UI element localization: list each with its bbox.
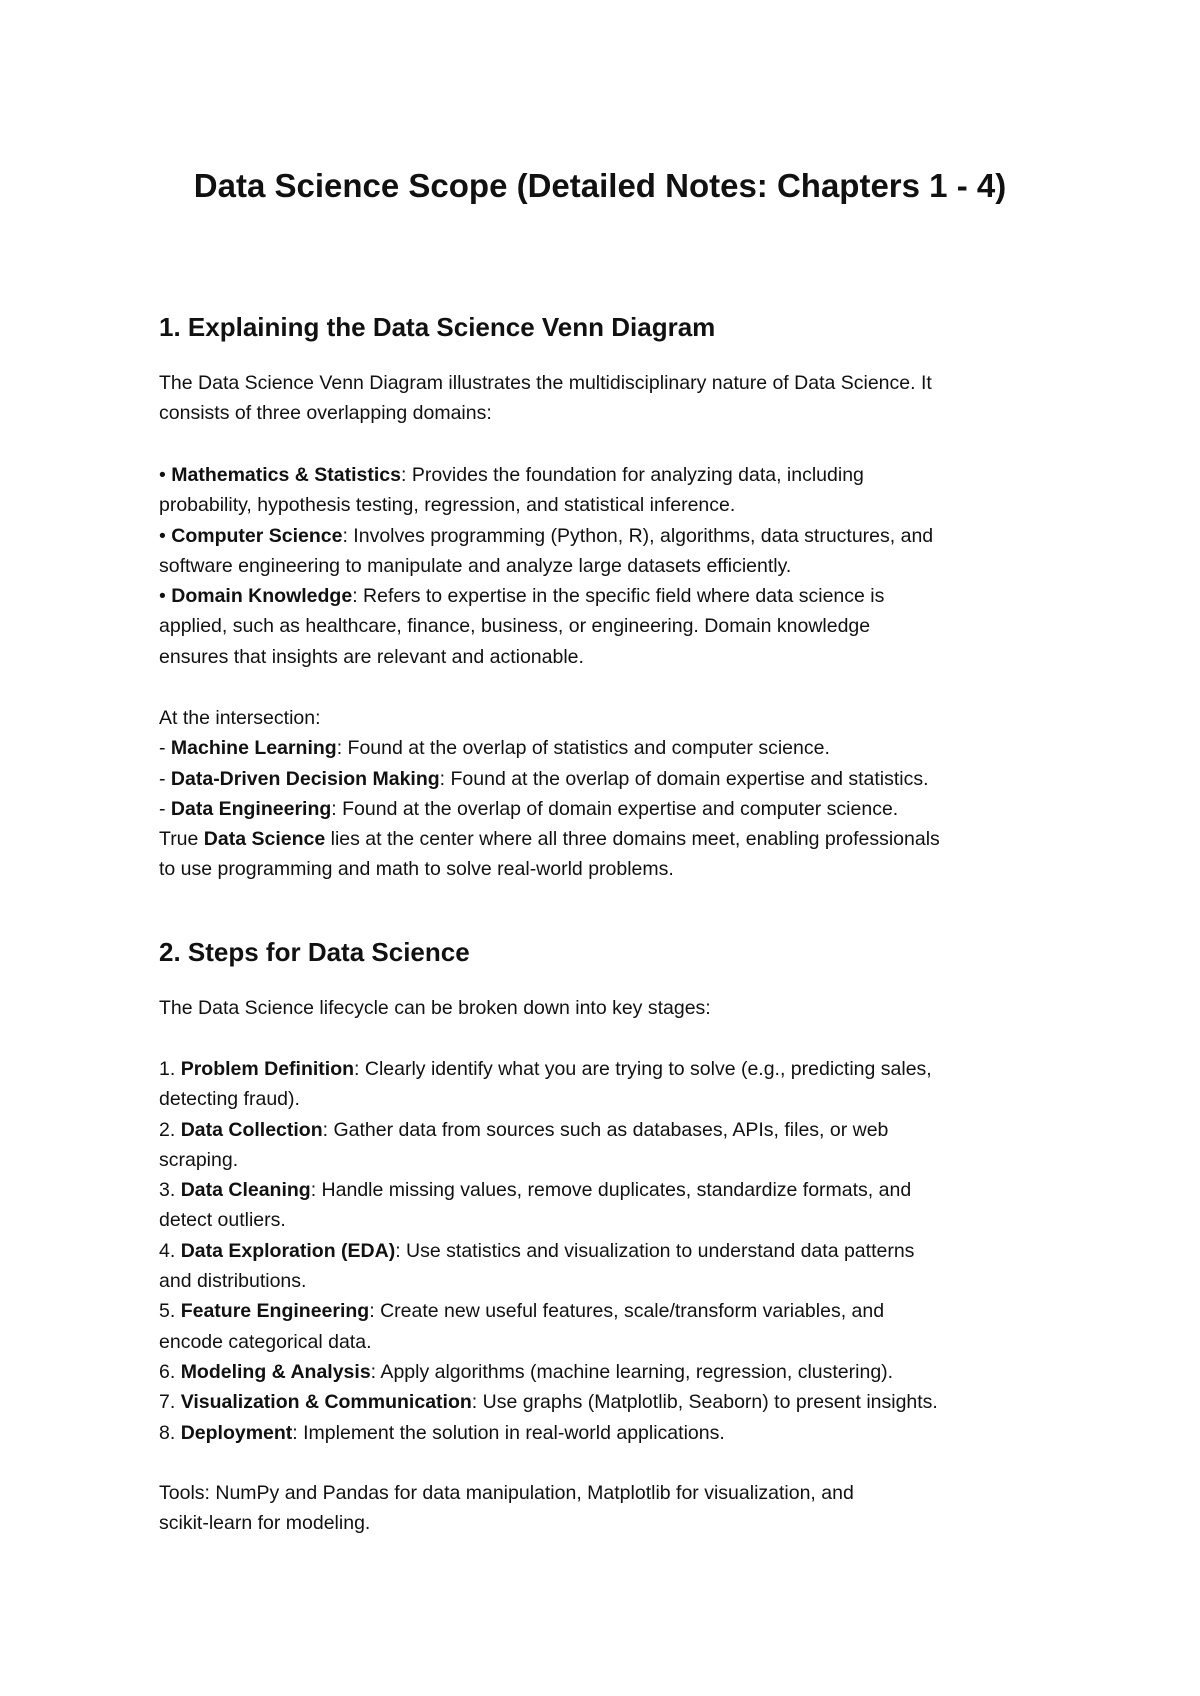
step-term: Data Exploration (EDA) — [180, 1239, 396, 1262]
dash: - — [159, 767, 171, 790]
domain-text: : Provides the foundation for analyzing data, including — [401, 464, 864, 486]
tools-line: Tools: NumPy and Pandas for data manipulation, Matplotlib for visualization, and — [159, 1482, 854, 1504]
bullet: • — [159, 524, 172, 547]
step-text: : Use statistics and visualization to understand data patterns — [395, 1239, 915, 1262]
intersection-item-data-engineering — [159, 794, 1059, 824]
step-number: 2. — [159, 1118, 181, 1141]
step-number: 7. — [159, 1391, 181, 1414]
closing-term: Data Science — [203, 828, 326, 851]
intro-line: The Data Science Venn Diagram illustrates the multidisciplinary nature of Data Science. It — [159, 372, 932, 394]
intersection-text: : Found at the overlap of domain expertise and statistics. — [439, 767, 929, 790]
intersection-text: : Found at the overlap of statistics and computer science. — [336, 737, 830, 760]
intersection-term: Data Engineering — [170, 797, 332, 820]
section-2-heading: 2. Steps for Data Science — [159, 937, 470, 967]
bullet: • — [159, 464, 172, 486]
intro-line: The Data Science lifecycle can be broken down into key stages: — [159, 997, 711, 1019]
domain-item-math-stats — [159, 460, 1059, 490]
step-text: : Use graphs (Matplotlib, Seaborn) to present insights. — [471, 1391, 938, 1414]
step-number: 5. — [159, 1300, 181, 1323]
step-term: Data Collection — [180, 1118, 323, 1141]
step-item — [159, 1357, 1059, 1387]
intro-line: consists of three overlapping domains: — [159, 402, 492, 425]
section-2-intro — [159, 993, 1059, 1023]
step-number: 1. — [159, 1058, 181, 1080]
domain-text-continued: software engineering to manipulate and analyze large datasets efficiently. — [159, 554, 792, 577]
step-number: 3. — [159, 1179, 181, 1202]
step-item — [159, 1236, 1059, 1266]
dash: - — [159, 797, 171, 820]
step-term: Data Cleaning — [180, 1179, 311, 1202]
step-item — [159, 1115, 1059, 1145]
step-number: 8. — [159, 1421, 181, 1444]
step-text-continued: encode categorical data. — [159, 1330, 372, 1353]
step-text: : Gather data from sources such as databases, APIs, files, or web — [322, 1118, 889, 1141]
step-number: 6. — [159, 1360, 181, 1383]
step-text: : Clearly identify what you are trying to solve (e.g., predicting sales, — [354, 1058, 932, 1080]
step-item — [159, 1054, 1059, 1084]
closing-text-continued: to use programming and math to solve real-world problems. — [159, 858, 674, 881]
intersection-list — [159, 703, 1059, 885]
steps-list — [159, 1054, 1059, 1448]
step-term: Deployment — [180, 1421, 293, 1444]
section-1-intro — [159, 368, 1059, 429]
step-text-continued: and distributions. — [159, 1270, 307, 1293]
domain-list — [159, 460, 1059, 672]
step-text-continued: detecting fraud). — [159, 1088, 300, 1111]
dash: - — [159, 737, 171, 760]
tools-line: scikit-learn for modeling. — [159, 1512, 371, 1535]
intersection-term: Machine Learning — [170, 737, 337, 760]
bullet: • — [159, 585, 172, 608]
step-number: 4. — [159, 1239, 181, 1262]
closing-prefix: True — [159, 828, 204, 851]
intersection-text: : Found at the overlap of domain expertise and computer science. — [331, 797, 899, 820]
domain-term: Mathematics & Statistics — [171, 464, 401, 486]
intersection-item-decision-making — [159, 764, 1059, 794]
step-item — [159, 1175, 1059, 1205]
step-term: Visualization & Communication — [180, 1391, 472, 1414]
tools-paragraph — [159, 1478, 1059, 1539]
domain-text-continued: applied, such as healthcare, finance, business, or engineering. Domain knowledge — [159, 615, 871, 638]
intersection-term: Data-Driven Decision Making — [170, 767, 440, 790]
step-term: Feature Engineering — [180, 1300, 370, 1323]
domain-item-domain-knowledge — [159, 581, 1059, 611]
domain-text-continued: probability, hypothesis testing, regression, and statistical inference. — [159, 494, 736, 517]
intersection-item-machine-learning — [159, 733, 1059, 763]
step-term: Modeling & Analysis — [180, 1360, 371, 1383]
step-text: : Implement the solution in real-world applications. — [292, 1421, 725, 1444]
step-item — [159, 1296, 1059, 1326]
domain-term: Domain Knowledge — [171, 585, 353, 608]
step-text: : Create new useful features, scale/transform variables, and — [369, 1300, 885, 1323]
section-1-heading: 1. Explaining the Data Science Venn Diagram — [159, 312, 716, 342]
domain-text: : Involves programming (Python, R), algorithms, data structures, and — [342, 524, 934, 547]
document-title: Data Science Scope (Detailed Notes: Chapters 1 - 4) — [193, 167, 1007, 204]
step-text-continued: scraping. — [159, 1148, 239, 1171]
step-item — [159, 1418, 1059, 1448]
step-text: : Handle missing values, remove duplicates, standardize formats, and — [310, 1179, 912, 1202]
intersection-label: At the intersection: — [159, 707, 321, 729]
closing-text: lies at the center where all three domains meet, enabling professionals — [325, 828, 940, 851]
step-term: Problem Definition — [180, 1058, 355, 1080]
domain-item-computer-science — [159, 521, 1059, 551]
step-text: : Apply algorithms (machine learning, regression, clustering). — [370, 1360, 894, 1383]
step-item — [159, 1387, 1059, 1417]
closing-statement — [159, 824, 1059, 854]
domain-term: Computer Science — [171, 524, 343, 547]
domain-text: : Refers to expertise in the specific field where data science is — [352, 585, 885, 608]
domain-text-continued: ensures that insights are relevant and actionable. — [159, 645, 584, 668]
step-text-continued: detect outliers. — [159, 1209, 286, 1232]
